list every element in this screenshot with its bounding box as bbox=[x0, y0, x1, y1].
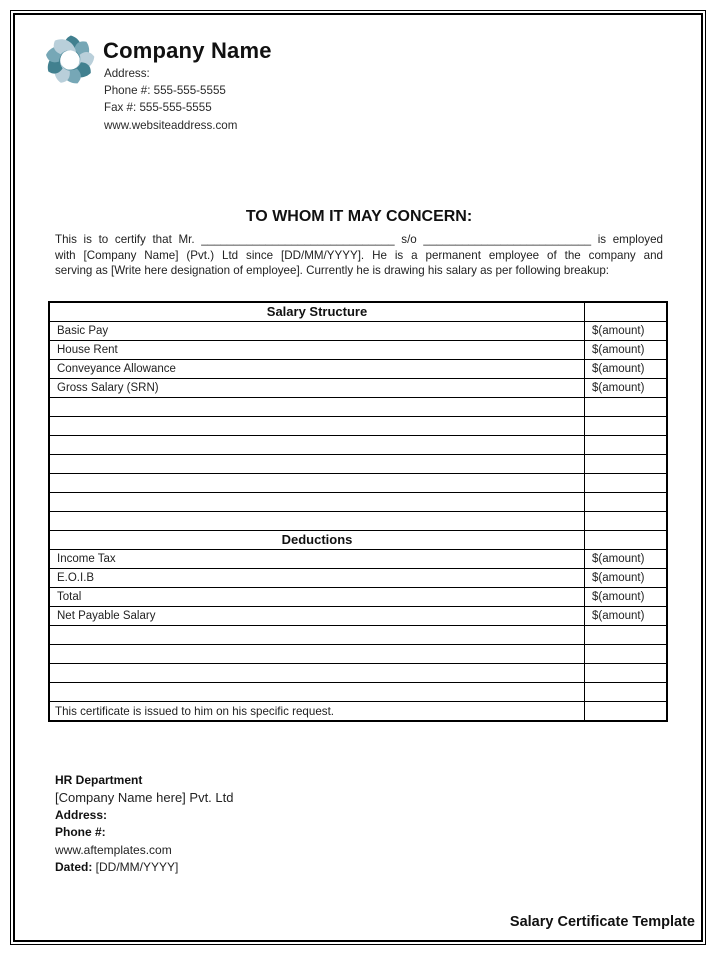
empty-row bbox=[49, 493, 667, 512]
label-cell: Conveyance Allowance bbox=[49, 360, 585, 379]
label-cell: E.O.I.B bbox=[49, 569, 585, 588]
section-header-cell: Deductions bbox=[49, 531, 585, 550]
amount-cell-empty bbox=[585, 531, 668, 550]
empty-row bbox=[49, 417, 667, 436]
label-cell: House Rent bbox=[49, 341, 585, 360]
amount-cell: $(amount) bbox=[585, 379, 668, 398]
signature-website: www.aftemplates.com bbox=[55, 842, 172, 857]
signature-phone-label: Phone #: bbox=[55, 825, 106, 840]
label-cell: Income Tax bbox=[49, 550, 585, 569]
hr-department-label: HR Department bbox=[55, 773, 143, 787]
salary-structure-header-row bbox=[49, 302, 667, 322]
row-basic-pay bbox=[49, 322, 667, 341]
section-header-cell: Salary Structure bbox=[49, 302, 585, 322]
dated-line bbox=[55, 859, 233, 876]
template-title: Salary Certificate Template bbox=[509, 914, 695, 930]
signature-company: [Company Name here] Pvt. Ltd bbox=[55, 790, 234, 806]
paragraph-line: serving as [Write here designation of employee]. Currently he is drawing his salary as per following breakup: bbox=[55, 264, 609, 278]
letter-paragraph bbox=[55, 232, 663, 279]
dated-label: Dated: bbox=[55, 860, 93, 875]
signature-block bbox=[55, 772, 233, 876]
company-phone-line: Phone #: 555-555-5555 bbox=[104, 84, 226, 98]
label-cell: Basic Pay bbox=[49, 322, 585, 341]
amount-cell-empty bbox=[585, 302, 668, 322]
salary-table bbox=[48, 301, 668, 722]
certificate-note: This certificate is issued to him on his specific request. bbox=[55, 705, 335, 718]
empty-row bbox=[49, 474, 667, 493]
paragraph-line: This is to certify that Mr. ______________________________ s/o __________________________ is employed bbox=[55, 233, 663, 246]
company-fax-line: Fax #: 555-555-5555 bbox=[104, 101, 212, 115]
empty-row bbox=[49, 645, 667, 664]
company-name: Company Name bbox=[103, 38, 272, 63]
row-gross-salary bbox=[49, 379, 667, 398]
amount-cell: $(amount) bbox=[585, 550, 668, 569]
company-contact-block bbox=[104, 65, 237, 134]
paragraph-line: with [Company Name] (Pvt.) Ltd since [DD/MM/YYYY]. He is a permanent employee of the company and bbox=[55, 248, 663, 262]
row-total bbox=[49, 588, 667, 607]
deductions-header-row bbox=[49, 531, 667, 550]
amount-cell: $(amount) bbox=[585, 322, 668, 341]
dated-value: [DD/MM/YYYY] bbox=[92, 860, 179, 875]
empty-row bbox=[49, 512, 667, 531]
empty-row bbox=[49, 398, 667, 417]
empty-row bbox=[49, 436, 667, 455]
signature-address-label: Address: bbox=[55, 807, 108, 822]
row-conveyance-allowance bbox=[49, 360, 667, 379]
row-net-payable-salary bbox=[49, 607, 667, 626]
empty-row bbox=[49, 455, 667, 474]
row-income-tax bbox=[49, 550, 667, 569]
empty-row bbox=[49, 683, 667, 702]
amount-cell: $(amount) bbox=[585, 360, 668, 379]
amount-cell: $(amount) bbox=[585, 607, 668, 626]
company-logo-swirl-icon bbox=[42, 31, 98, 89]
row-house-rent bbox=[49, 341, 667, 360]
empty-row bbox=[49, 664, 667, 683]
amount-cell: $(amount) bbox=[585, 588, 668, 607]
letter-heading: TO WHOM IT MAY CONCERN: bbox=[245, 208, 473, 225]
label-cell: Gross Salary (SRN) bbox=[49, 379, 585, 398]
label-cell: Total bbox=[49, 588, 585, 607]
company-address-line: Address: bbox=[104, 67, 150, 80]
label-cell: Net Payable Salary bbox=[49, 607, 585, 626]
empty-row bbox=[49, 626, 667, 645]
amount-cell: $(amount) bbox=[585, 341, 668, 360]
amount-cell: $(amount) bbox=[585, 569, 668, 588]
company-website: www.websiteaddress.com bbox=[104, 118, 238, 132]
row-eoib bbox=[49, 569, 667, 588]
